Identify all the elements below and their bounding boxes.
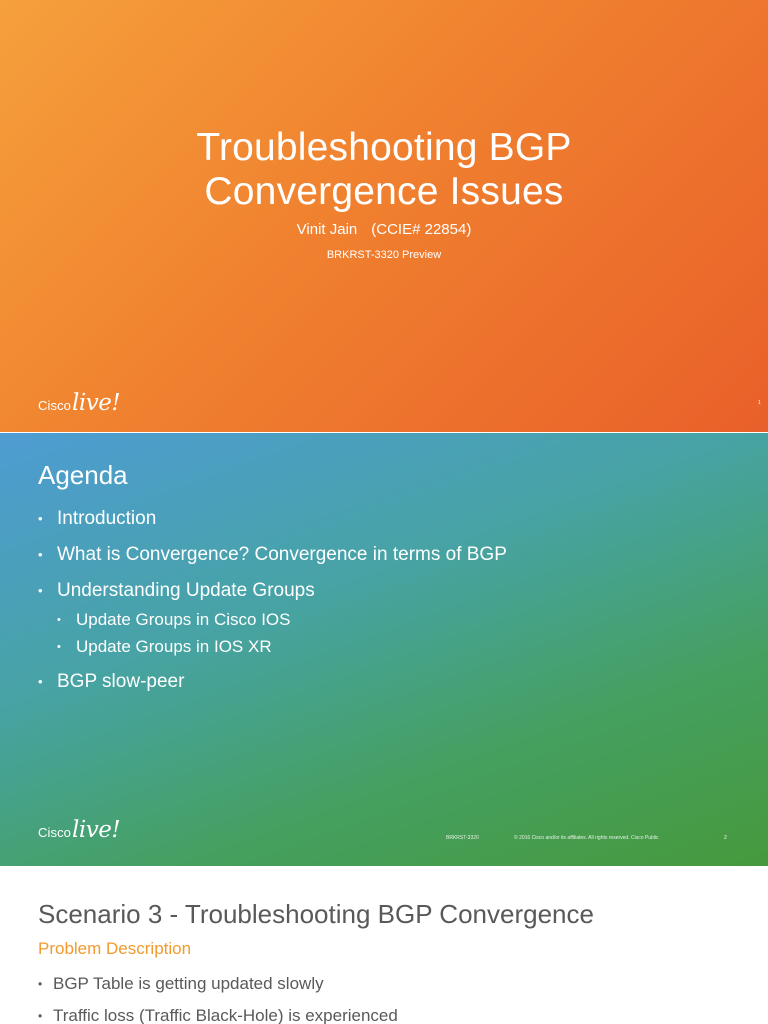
bullet-dot: •: [38, 1009, 43, 1023]
page-number: 2: [724, 835, 727, 841]
cisco-live-logo: [38, 390, 120, 416]
author-line: [0, 221, 768, 238]
logo-live-text: live!: [72, 817, 121, 843]
session-code: BRKRST-3320 Preview: [326, 249, 442, 261]
agenda-item: • BGP slow-peer: [38, 671, 185, 692]
agenda-item: • Introduction: [38, 508, 157, 529]
bullet-dot: •: [38, 547, 43, 562]
slide-title-heading: [0, 126, 768, 214]
problem-item: • Traffic loss (Traffic Black-Hole) is experienced: [38, 1005, 398, 1024]
bullet-dot: •: [38, 511, 43, 526]
slide-title: [0, 0, 768, 432]
problem-subheading: Problem Description: [38, 939, 192, 958]
footer-session-code: BRKRST-3320: [446, 835, 479, 841]
agenda-item: • Understanding Update Groups: [38, 580, 315, 601]
footer-copyright: © 2016 Cisco and/or its affiliates. All rights reserved. Cisco Public: [514, 835, 659, 841]
problem-item: • BGP Table is getting updated slowly: [38, 974, 324, 993]
scenario-heading: Scenario 3 - Troubleshooting BGP Convergence: [38, 899, 594, 929]
title-line-1: Troubleshooting BGP: [196, 126, 572, 169]
slide-agenda: [0, 433, 768, 866]
bullet-dot: •: [38, 674, 43, 689]
bullet-dot: •: [38, 583, 43, 598]
bullet-dot: •: [38, 977, 43, 991]
slide-scenario-3: [0, 866, 768, 1024]
logo-live-text: live!: [72, 390, 121, 416]
title-line-2: Convergence Issues: [204, 170, 564, 213]
bullet-dot: •: [57, 641, 61, 653]
bullet-dot: •: [57, 614, 61, 626]
page-number: 1: [758, 400, 761, 406]
logo-cisco-text: Cisco: [38, 398, 72, 413]
logo-cisco-text: Cisco: [38, 825, 72, 840]
author-name: Vinit Jain: [296, 221, 358, 238]
agenda-item: • What is Convergence? Convergence in terms of BGP: [38, 544, 507, 565]
agenda-list: [38, 507, 507, 706]
agenda-heading: Agenda: [38, 460, 128, 490]
agenda-subitem: • Update Groups in IOS XR: [38, 635, 507, 659]
agenda-subitem: • Update Groups in Cisco IOS: [38, 608, 507, 632]
author-cert: (CCIE# 22854): [371, 221, 472, 238]
problem-list: [38, 973, 398, 1024]
cisco-live-logo: [38, 817, 120, 843]
